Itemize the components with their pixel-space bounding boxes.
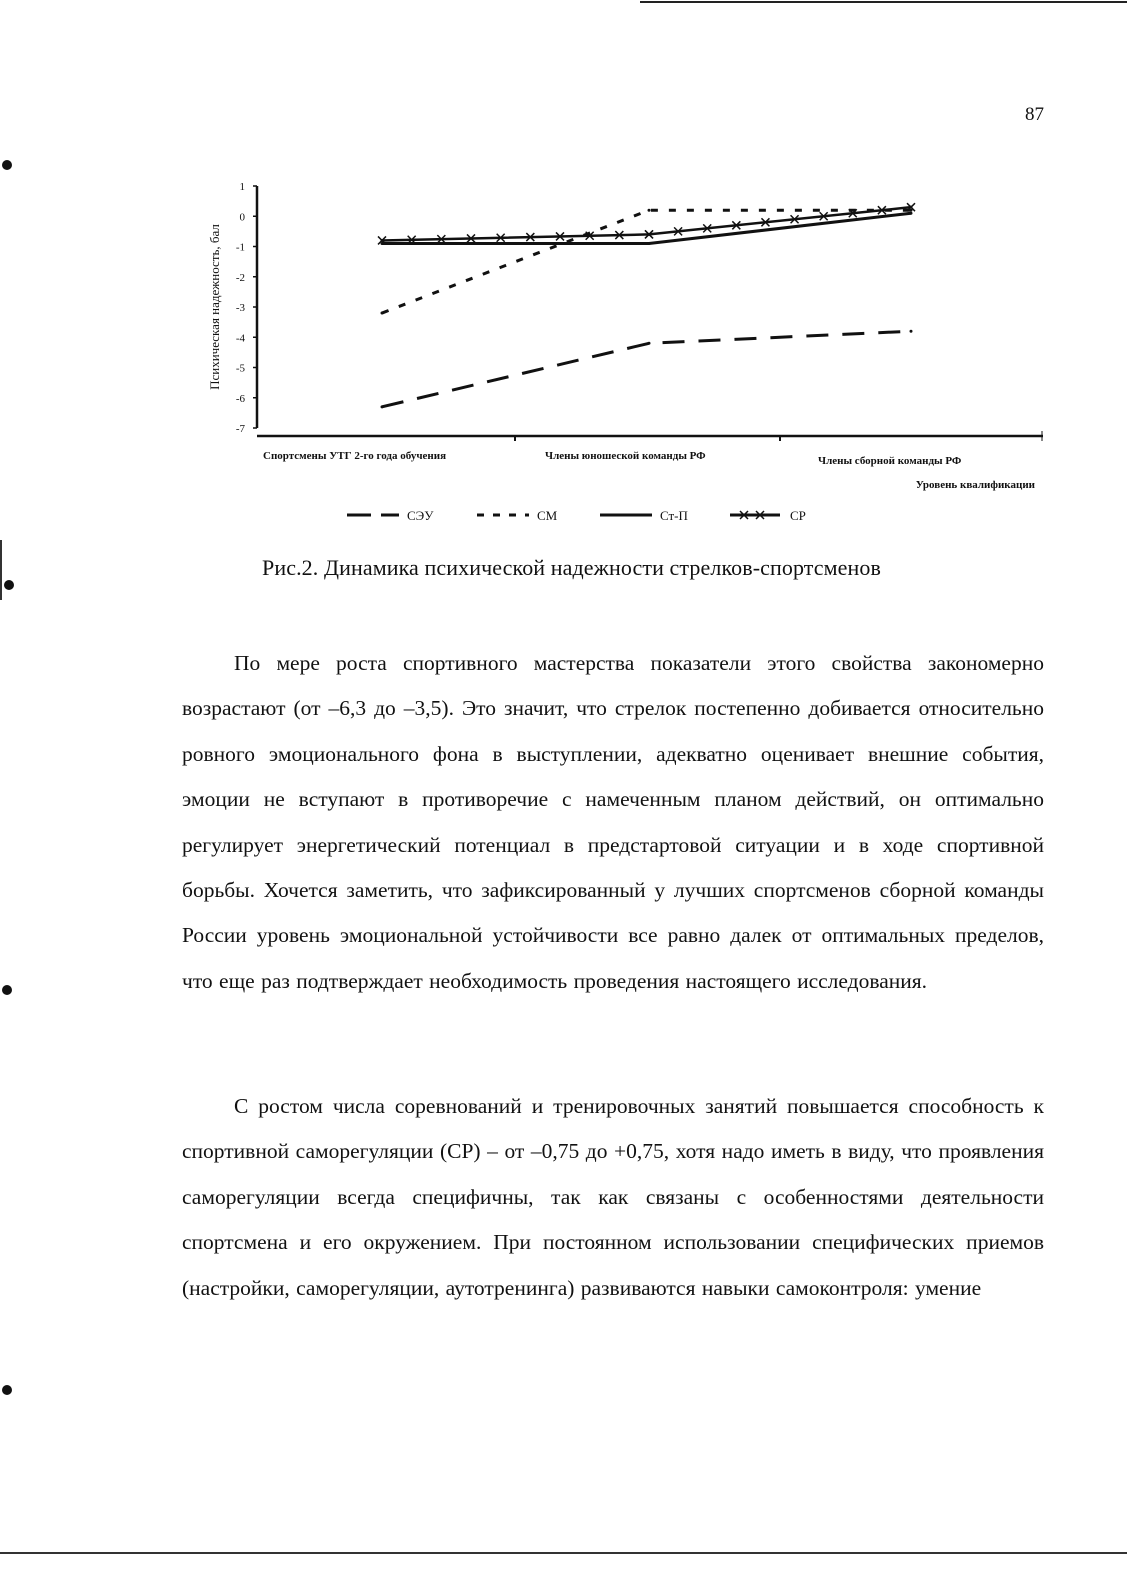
line-chart (195, 172, 1055, 542)
y-axis (207, 181, 257, 435)
x-category-label: Члены сборной команды РФ (818, 455, 962, 467)
data-point (910, 330, 913, 333)
chart-legend (347, 508, 806, 523)
data-point (381, 405, 384, 408)
binding-mark (4, 580, 14, 590)
x-category-label: Спортсмены УТГ 2-го года обучения (263, 450, 447, 462)
page-number: 87 (1025, 104, 1044, 125)
y-tick-label: -7 (235, 423, 245, 435)
chart-series (378, 203, 915, 408)
binding-mark (2, 985, 12, 995)
bottom-rule (0, 1552, 1127, 1554)
data-point (648, 209, 651, 212)
paragraph-2: С ростом числа соревнований и тренировочных занятий повышается способность к спортивной саморегуляции (СР) – от –0,75 до +0,75, хотя надо иметь в виду, что проявления саморегуляции всегда специфичны, так как связаны с особенностями деятельности спортсмена и его окружением. При постоянном использовании специфических приемов (настройки, саморегуляции, аутотренинга) развиваются навыки самоконтроля: умение (182, 1094, 1044, 1300)
paragraph-1: По мере роста спортивного мастерства показатели этого свойства закономерно возрастают (от –6,3 до –3,5). Это значит, что стрелок постепенно добивается относительно ровного эмоционального фона в выступлении, адекватно оценивает внешние события, эмоции не вступают в противоречие с намеченным планом действий, он оптимально регулирует энергетический потенциал в предстартовой ситуации и в ходе спортивной борьбы. Хочется заметить, что зафиксированный у лучших спортсменов сборной команды России уровень эмоциональной устойчивости все равно далек от оптимальных пределов, что еще раз подтверждает необходимость проведения настоящего исследования. (182, 651, 1044, 993)
series-line (382, 210, 911, 313)
series-line (382, 331, 911, 407)
y-axis-title: Психическая надежность, бал (207, 224, 222, 390)
data-point (381, 312, 384, 315)
binding-mark (2, 1385, 12, 1395)
data-point (648, 242, 651, 245)
y-tick-label: 1 (239, 181, 245, 193)
edge-scan-mark (0, 540, 2, 600)
top-rule (640, 1, 1127, 3)
x-category-label: Члены юношеской команды РФ (545, 450, 706, 462)
figure-caption: Рис.2. Динамика психической надежности стрелков-спортсменов (262, 555, 881, 580)
x-axis-title: Уровень квалификации (915, 479, 1035, 491)
y-tick-label: -3 (235, 302, 245, 314)
binding-mark (2, 160, 12, 170)
data-point (910, 212, 913, 215)
y-tick-label: -5 (235, 362, 245, 375)
x-axis (257, 431, 1043, 491)
y-tick-label: -2 (235, 271, 245, 284)
y-tick-label: -4 (235, 332, 245, 345)
data-point (648, 342, 651, 345)
legend-label: СР (790, 508, 806, 523)
legend-label: СМ (537, 508, 558, 523)
y-tick-label: -6 (235, 392, 245, 405)
legend-label: Ст-П (660, 508, 688, 523)
y-tick-label: -1 (235, 241, 245, 254)
y-tick-label: 0 (239, 211, 245, 224)
legend-label: СЭУ (407, 508, 434, 523)
